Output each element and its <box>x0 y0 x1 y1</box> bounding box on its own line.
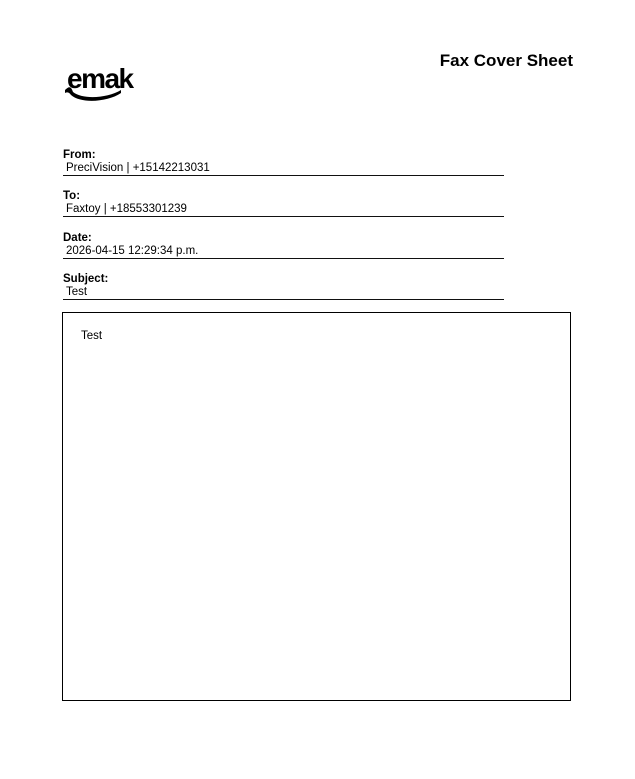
subject-label: Subject: <box>63 273 109 285</box>
to-field <box>63 190 504 217</box>
to-value: Faxtoy | +18553301239 <box>63 203 504 217</box>
date-value: 2026-04-15 12:29:34 p.m. <box>63 245 504 259</box>
subject-field <box>63 273 504 300</box>
from-field <box>63 149 504 176</box>
date-field <box>63 232 504 259</box>
page-title: Fax Cover Sheet <box>439 51 573 70</box>
subject-value: Test <box>63 286 504 300</box>
message-box <box>62 312 571 701</box>
from-value: PreciVision | +15142213031 <box>63 162 504 176</box>
logo-text: emak <box>67 63 133 94</box>
from-label: From: <box>63 149 96 161</box>
to-label: To: <box>63 190 81 202</box>
date-label: Date: <box>63 232 92 244</box>
message-body: Test <box>81 330 103 342</box>
emak-logo <box>63 62 135 102</box>
